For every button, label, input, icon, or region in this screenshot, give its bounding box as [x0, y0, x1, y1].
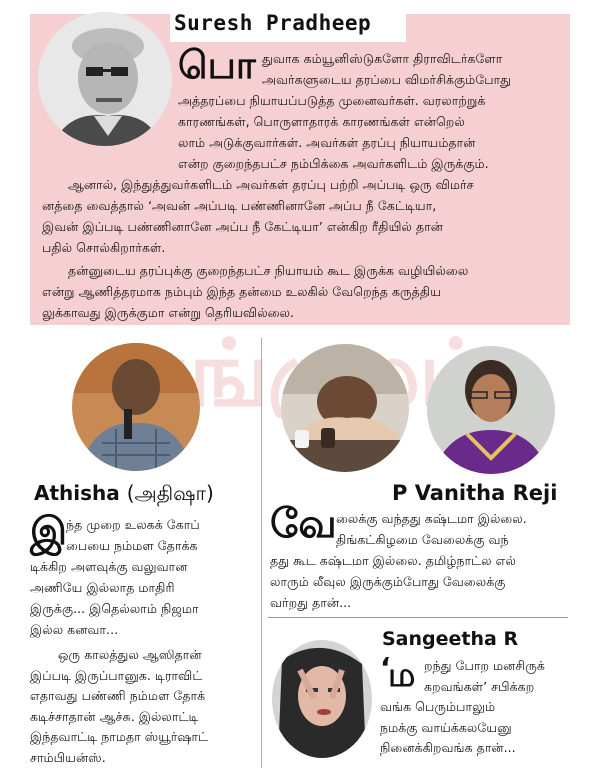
article-intro: [178, 43, 568, 174]
athisha-name: [34, 481, 214, 508]
text-line: நினைக்கிறவங்க தான்...: [380, 740, 516, 755]
text-line: அணியே இல்லாத மாதிரி: [30, 580, 175, 595]
athisha-portrait: [72, 343, 200, 471]
athisha-intro: [30, 509, 258, 640]
sangeetha-dropcap: ம: [388, 655, 416, 695]
text-line: வர்றது தான்...: [270, 595, 352, 610]
name-latin: Athisha: [34, 481, 120, 505]
author-portrait: [38, 12, 172, 146]
text-line: ந்த முறை உலகக் கோப்: [66, 517, 200, 532]
text-line: வங்க பெரும்பாலும்: [380, 699, 496, 714]
text-line: இப்படி இருப்பானுக. டிராவிட்: [30, 667, 203, 683]
text-line: சாம்பியன்ஸ்.: [30, 749, 106, 765]
text-line: பதில் சொல்கிறார்கள்.: [42, 240, 166, 255]
text-line: றந்து போற மனசிருக்: [424, 658, 545, 673]
text-line: லாம் அடுக்குவார்கள். அவர்கள் தரப்பு நியாயம்தான்: [178, 135, 476, 150]
vanitha-name: P Vanitha Reji: [392, 481, 558, 505]
text-line: லுக்காவது இருக்குமா என்று தெரியவில்லை.: [42, 305, 295, 320]
text-line: ஒரு காலத்துல ஆஸிதான்: [58, 647, 202, 662]
text-line: இவன் இப்படி பண்ணினானே அப்ப நீ கேட்டியா’ என்கிற ரீதியில் தான்: [42, 219, 443, 234]
sangeetha-photo: [272, 640, 372, 758]
text-line: அவர்களுடைய தரப்பை விமர்சிக்கும்போது: [262, 72, 512, 87]
text-line: கடிச்சாதான் ஆச்சு. இல்லாட்டி: [30, 708, 199, 724]
text-line: தன்னுடைய தரப்புக்கு குறைந்தபட்ச நியாயம் கூட இருக்க வழியில்லை: [68, 263, 469, 278]
text-line: இந்தவாட்டி நாமதா ஸ்யூர்ஷாட்: [30, 729, 209, 744]
text-line: என்று ஆணித்தரமாக நம்பும் இந்த தன்மை உலகில் வேறெந்த கருத்திய: [42, 284, 441, 299]
vanitha-dropcap: வே: [270, 501, 337, 547]
text-line: துவாக கம்யூனிஸ்டுகளோ திராவிடர்களோ: [262, 51, 503, 66]
text-line: என்ற குறைந்தபட்ச நம்பிக்கை அவர்களிடம் இருக்கும்.: [178, 156, 489, 171]
vanitha-portrait: [427, 346, 555, 474]
text-line: நமக்கு வாய்க்கலயேனு: [380, 719, 512, 735]
article-paragraph-3: [42, 260, 566, 323]
athisha-paragraph-2: [30, 645, 258, 768]
name-tamil: (அதிஷா): [126, 481, 214, 505]
text-line: டிக்கிற அளவுக்கு வலுவான: [30, 559, 188, 574]
column-divider: [261, 338, 262, 768]
sangeetha-open-quote: ‘: [380, 651, 391, 684]
text-line: னத்தை வைத்தால் ‘அவன் அப்படி பண்ணினானே அப்ப நீ கேட்டியா,: [42, 198, 437, 213]
sangeetha-text: [380, 651, 570, 759]
article-paragraph-2: [42, 174, 566, 258]
text-line: இருக்கு... இதெல்லாம் நிஜமா: [30, 601, 199, 616]
text-line: ஆனால், இந்துத்துவர்களிடம் அவர்கள் தரப்பு பற்றி அப்படி ஒரு விமர்ச: [68, 177, 474, 192]
vanitha-text: [270, 508, 570, 613]
text-line: கறவங்கள்’ சபிக்கற: [424, 678, 535, 694]
tired-woman-photo: [281, 344, 409, 472]
text-line: அத்தரப்பை நியாயப்படுத்த முனைவர்கள். வரலாற்றுக்: [178, 93, 486, 108]
article-dropcap: பொ: [178, 43, 256, 87]
text-line: தது கூட கஷ்டமா இல்லை. தமிழ்நாட்ல எல்: [270, 553, 516, 568]
text-line: திங்கட்கிழமை வேலைக்கு வந்: [336, 532, 509, 547]
text-line: எதாவது பண்ணி நம்மள தோக்: [30, 688, 206, 703]
text-line: இல்ல கனவா...: [30, 622, 119, 637]
section-divider: [268, 617, 568, 618]
text-line: லைக்கு வந்தது கஷ்டமா இல்லை.: [336, 511, 527, 526]
author-name: Suresh Pradheep: [174, 11, 372, 35]
athisha-dropcap: இ: [30, 509, 67, 553]
text-line: காரணங்கள், பொருளாதாரக் காரணங்கள் என்றெல்: [178, 114, 465, 129]
sangeetha-name: Sangeetha R: [382, 628, 519, 650]
text-line: லாரும் லீவுல இருக்கும்போது வேலைக்கு: [270, 574, 506, 589]
text-line: பையை நம்மள தோக்க: [66, 538, 198, 553]
